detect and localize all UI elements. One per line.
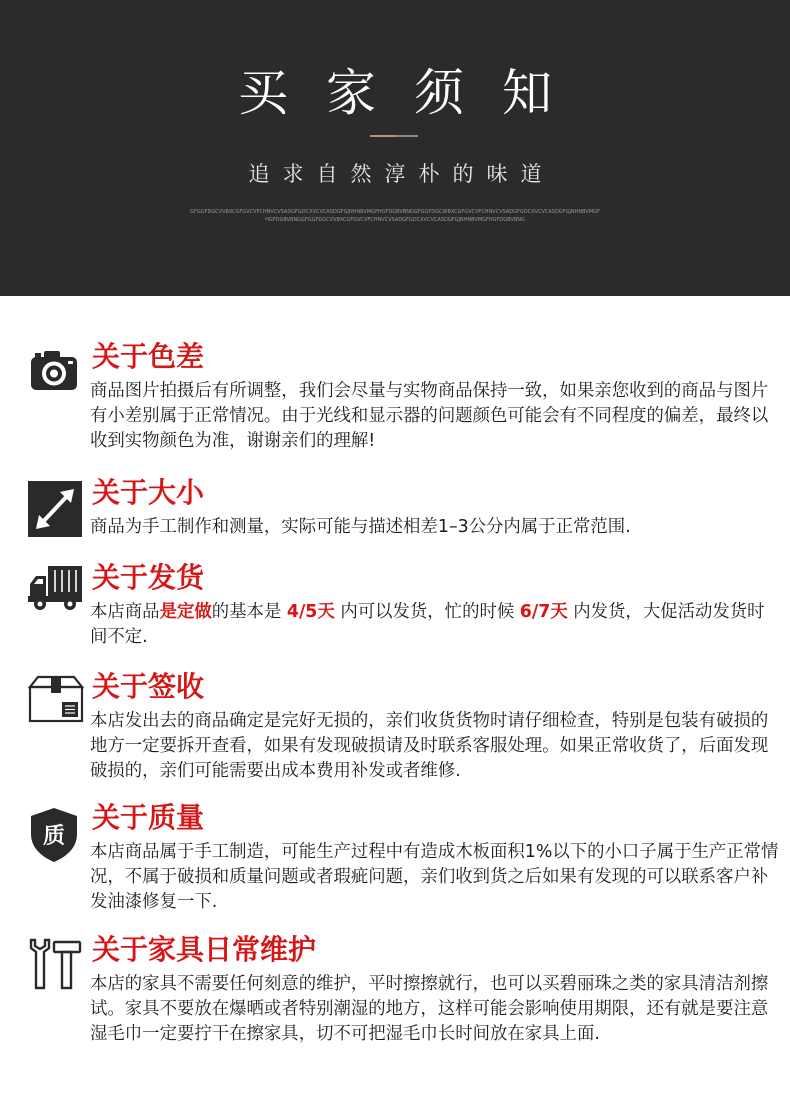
busy-ship-days-highlight: 6/7天 — [519, 602, 568, 622]
section-body: 本店发出去的商品确定是完好无损的，亲们收货货物时请仔细检查，特别是包装有破损的地方一定要拆开查看，如果有发现破损请及时联系客服处理。如果正常收货了，后面发现破损的，亲们可能需要出成本费用补发或者维修. — [90, 711, 769, 781]
section-body: 商品为手工制作和测量，实际可能与描述相差1–3公分内属于正常范围. — [90, 517, 631, 537]
section-heading: 关于色差 — [92, 340, 205, 373]
section-body: 本店的家具不需要任何刻意的维护，平时擦擦就行，也可以买碧丽珠之类的家具清洁剂擦试。家具不要放在爆晒或者特别潮湿的地方，这样可能会影响使用期限，还有就是要注意湿毛巾一定要拧干在擦家具，切不可把湿毛巾长时间放在家具上面. — [90, 974, 769, 1044]
body-text: 内可以发货，忙的时候 — [334, 602, 520, 622]
wrench-hammer-icon — [28, 938, 82, 992]
title-divider-gold — [370, 135, 396, 137]
title-divider-grey — [396, 135, 418, 137]
body-text: 的基本是 — [211, 602, 287, 622]
body-text: 内发货，大促活动发货时间不定. — [90, 602, 765, 647]
section-heading: 关于质量 — [92, 801, 205, 834]
section-body: 本店商品属于手工制造，可能生产过程中有造成木板面积1%以下的小口子属于生产正常情况，不属于破损和质量问题或者瑕疵问题，亲们收到货之后如果有发现的可以联系客户补发油漆修复一下. — [90, 842, 779, 912]
section-body: 商品图片拍摄后有所调整，我们会尽量与实物商品保持一致，如果亲您收到的商品与图片有小差别属于正常情况。由于光线和显示器的问题颜色可能会有不同程度的偏差，最终以收到实物颜色为准，谢谢亲们的理解! — [90, 381, 769, 451]
quality-icon-text: 质 — [42, 824, 66, 849]
section-heading: 关于家具日常维护 — [92, 933, 317, 966]
section-heading: 关于签收 — [92, 670, 205, 703]
custom-made-highlight: 是定做 — [159, 602, 212, 622]
ship-days-highlight: 4/5天 — [286, 602, 335, 622]
package-box-icon — [28, 675, 82, 729]
quality-shield-icon — [28, 806, 82, 860]
resize-arrow-icon — [28, 481, 82, 535]
camera-icon — [28, 345, 82, 399]
section-heading: 关于大小 — [92, 476, 205, 509]
page-subtitle: 追求自然淳朴的味道 — [248, 162, 555, 186]
section-body — [90, 600, 780, 650]
decorative-small-text: GFGGFDGCVVBXCGFGVCVFCHNVCVSADGFGDCXVCVCASDGFGJNHNBVMGFHGFDGBVBNGGFGGFDGCWBXCGFGVCVFCHNVCVSADGFGDCXVCVCASDGFGJNHNBVMGFHGFDGBVBNGGFGGFDGCVVBXCGFGVCVFCHNVCVSADGFGDCXVCVCASDGFGJNHNBVMGFHGFDGBVBNG — [190, 209, 600, 223]
truck-icon — [28, 566, 82, 620]
page-title: 买家须知 — [238, 64, 590, 122]
section-heading: 关于发货 — [92, 561, 205, 594]
body-text: 本店商品 — [90, 602, 160, 622]
header-banner — [0, 0, 790, 296]
